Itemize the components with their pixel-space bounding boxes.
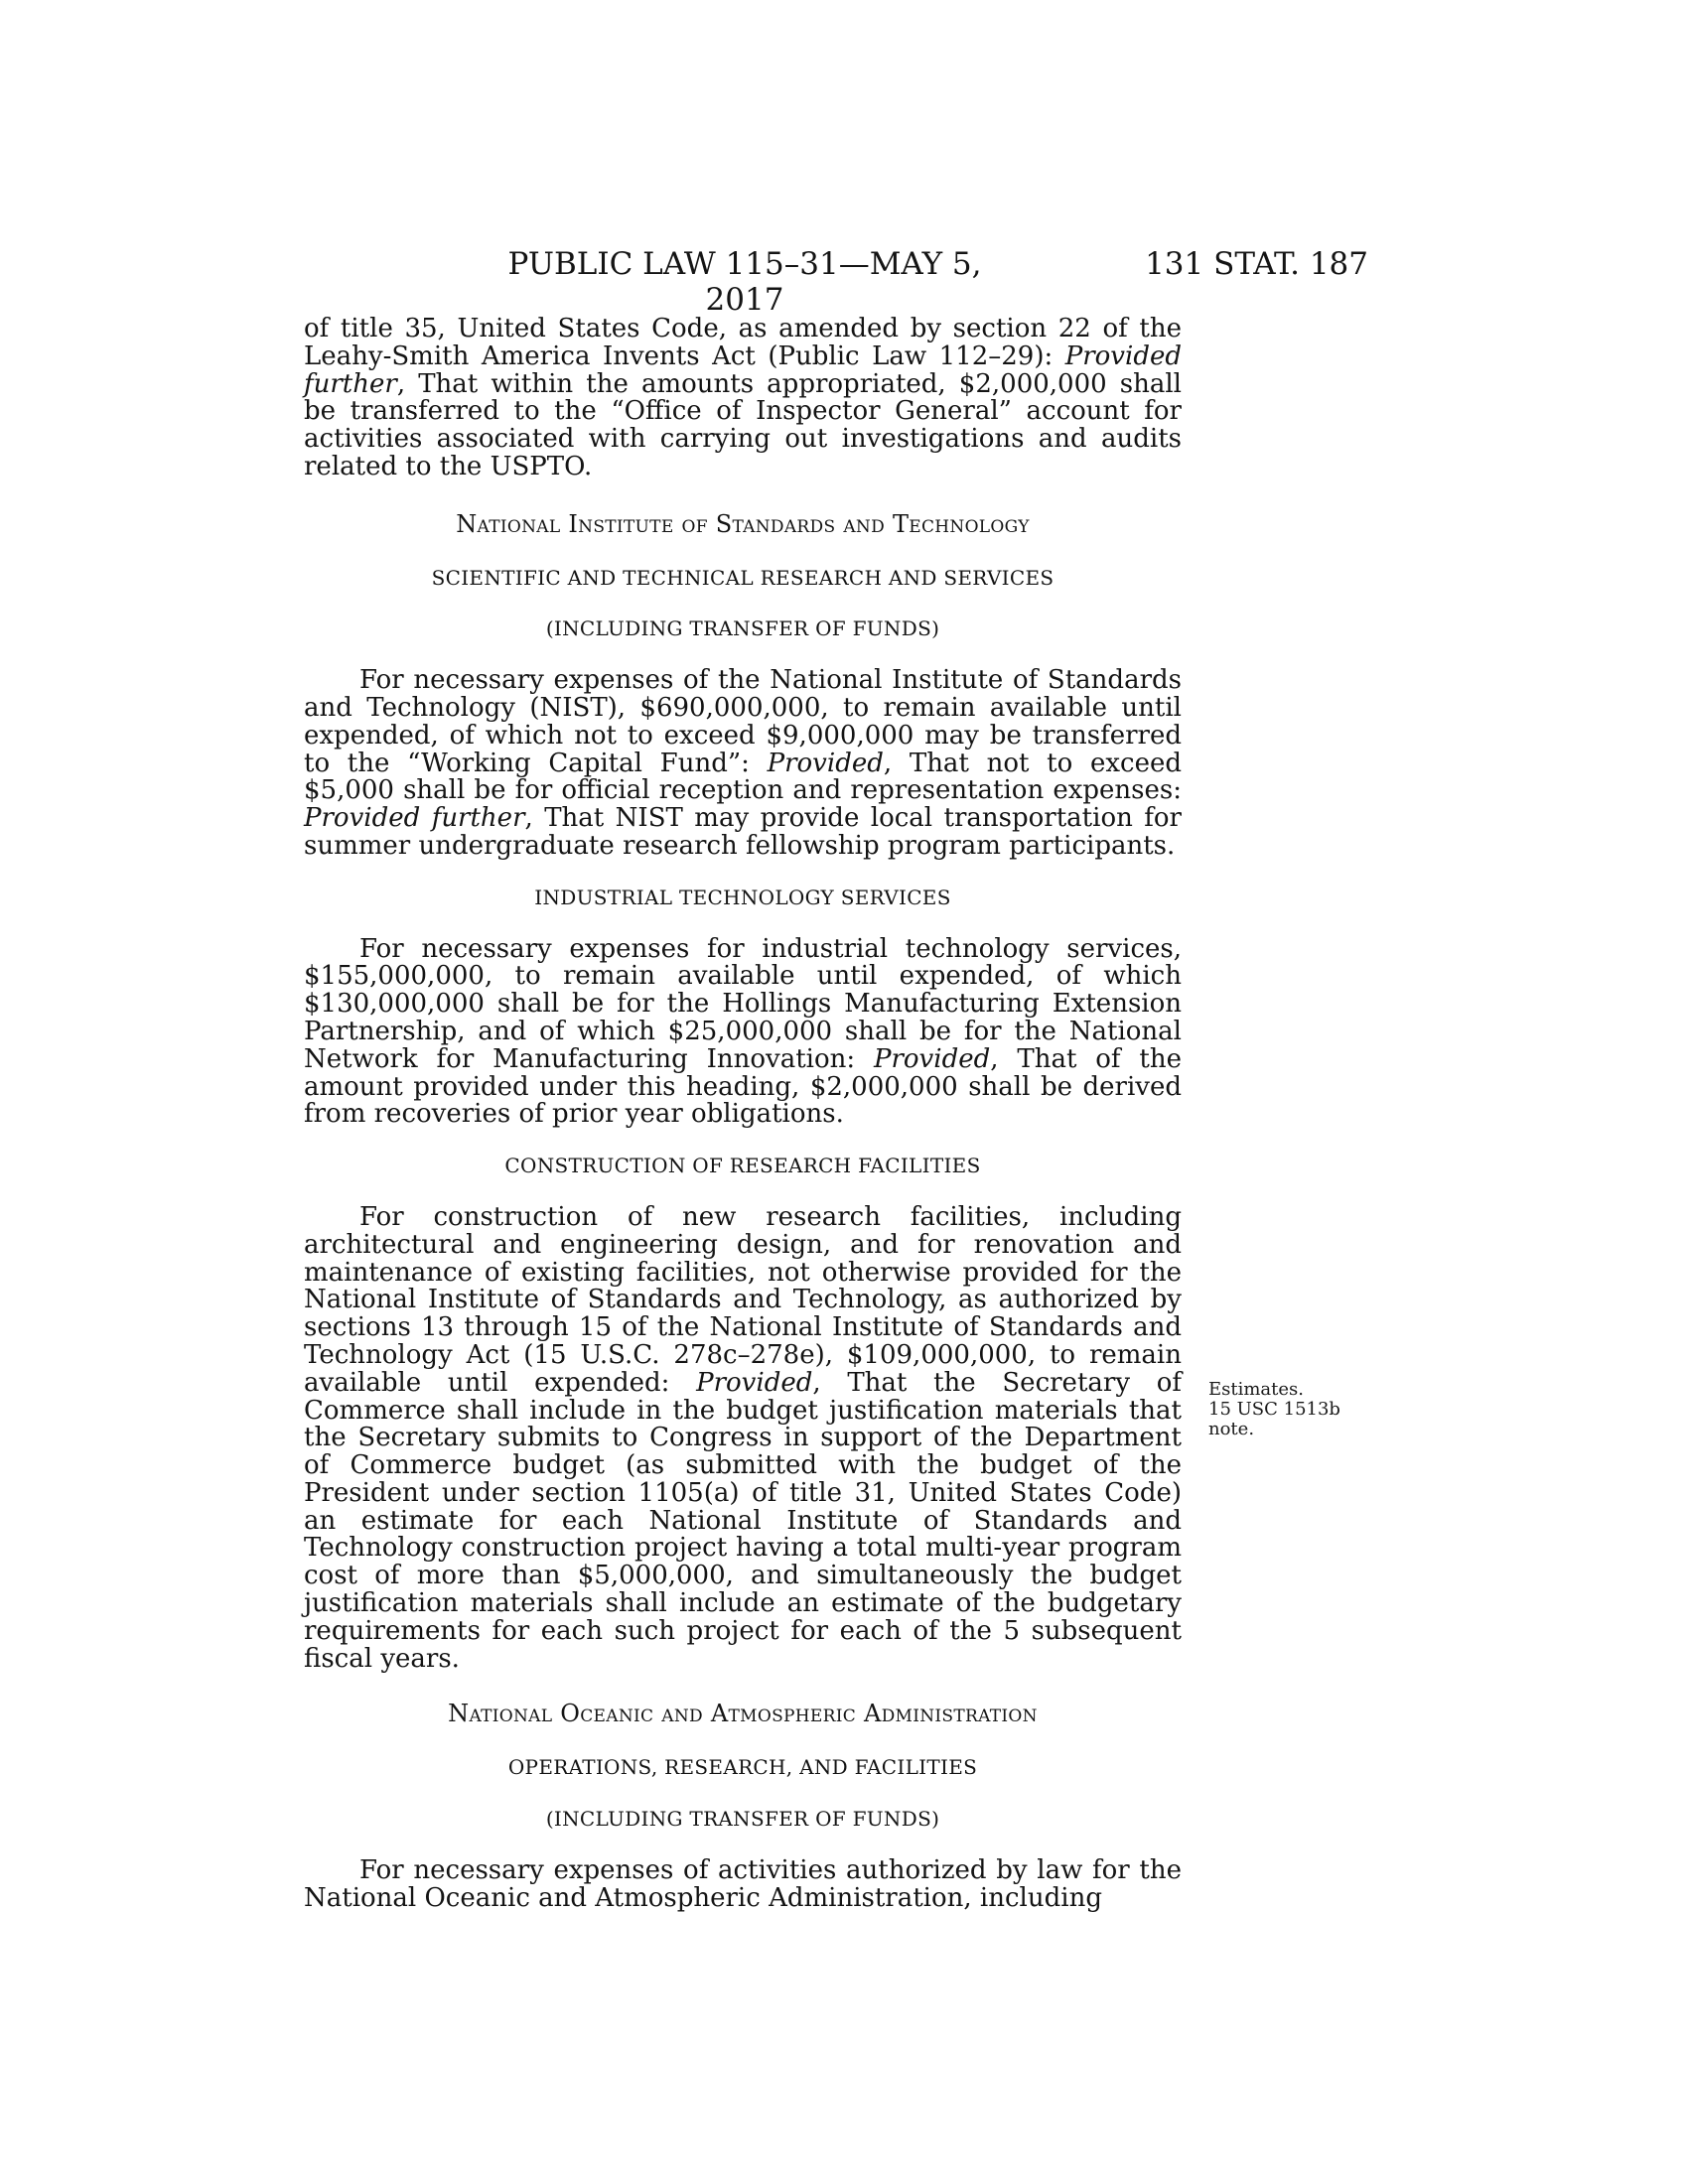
italic-proviso: Provided further: [304, 341, 1182, 399]
statute-page-number: 131 STAT. 187: [1145, 246, 1368, 282]
italic-proviso: Provided: [873, 1043, 991, 1074]
text-run: , That NIST may provide local transportation for summer undergraduate research fellowship program participants.: [304, 803, 1182, 861]
italic-proviso: Provided further: [304, 803, 525, 834]
paragraph-noaa-expenses: [304, 1854, 1182, 1913]
heading-scientific-technical-research: SCIENTIFIC AND TECHNICAL RESEARCH AND SERVICES: [431, 565, 1055, 590]
margin-note-line: note.: [1208, 1419, 1255, 1439]
heading-operations-research-facilities: OPERATIONS, RESEARCH, AND FACILITIES: [507, 1755, 978, 1780]
heading-including-transfer-2: (INCLUDING TRANSFER OF FUNDS): [545, 1807, 940, 1832]
italic-proviso: Provided: [767, 748, 884, 778]
heading-construction-research-facilities: CONSTRUCTION OF RESEARCH FACILITIES: [504, 1154, 981, 1178]
margin-note: [1208, 1380, 1377, 1439]
text-run: of title 35, United States Code, as amended by section 22 of the Leahy-Smith America Invents Act (Public Law 112–29):: [304, 314, 1182, 371]
heading-industrial-technology-services: INDUSTRIAL TECHNOLOGY SERVICES: [534, 885, 951, 909]
text-run: For necessary expenses for industrial technology services, $155,000,000, to remain available until expended, of which $130,000,000 shall be for the Hollings Manufacturing Extension Partnership, and of which $25,000,000 shall be for the National Network for Manufacturing Innovation:: [304, 933, 1182, 1074]
heading-including-transfer-1: (INCLUDING TRANSFER OF FUNDS): [545, 616, 940, 641]
paragraph-uspto-continuation: [304, 316, 1182, 481]
italic-proviso: Provided: [696, 1367, 813, 1398]
margin-note-line: Estimates.: [1208, 1379, 1305, 1400]
paragraph-construction: [304, 1201, 1182, 1674]
text-run: For necessary expenses of the National Institute of Standards and Technology (NIST), $690,000,000, to remain available until expended, of which not to exceed $9,000,000 may be transferred to the “Working Capital Fund”:: [304, 665, 1182, 778]
margin-note-line: 15 USC 1513b: [1208, 1399, 1340, 1420]
paragraph-nist-expenses: [304, 667, 1182, 861]
heading-noaa: National Oceanic and Atmospheric Administration: [448, 1700, 1038, 1728]
text-run: For necessary expenses of activities authorized by law for the National Oceanic and Atmospheric Administration, including: [304, 1854, 1182, 1913]
text-run: , That the Secretary of Commerce shall include in the budget justification materials that the Secretary submits to Congress in support of the Department of Commerce budget (as submitted with the budget of the President under section 1105(a) of title 31, United States Code) an estimate for each National Institute of Standards and Technology construction project having a total multi-year program cost of more than $5,000,000, and simultaneously the budget justification materials shall include an estimate of the budgetary requirements for each such project for each of the 5 subsequent fiscal years.: [304, 1367, 1182, 1674]
paragraph-industrial-technology: [304, 933, 1182, 1130]
text-run: For construction of new research facilities, including architectural and engineering design, and for renovation and maintenance of existing facilities, not otherwise provided for the National Institute of Standards and Technology, as authorized by sections 13 through 15 of the National Institute of Standards and Technology Act (15 U.S.C. 278c–278e), $109,000,000, to remain available until expended:: [304, 1201, 1182, 1398]
running-head: [0, 246, 1688, 318]
text-run: , That of the amount provided under this heading, $2,000,000 shall be derived from recoveries of prior year obligations.: [304, 1043, 1182, 1130]
heading-nist: National Institute of Standards and Technology: [456, 509, 1030, 538]
text-run: , That within the amounts appropriated, $2,000,000 shall be transferred to the “Office of Inspector General” account for activities associated with carrying out investigations and audits related to the USPTO.: [304, 368, 1182, 481]
document-body: [304, 316, 1182, 1912]
running-head-title: PUBLIC LAW 115–31—MAY 5, 2017: [507, 246, 982, 318]
text-run: , That not to exceed $5,000 shall be for official reception and representation expenses:: [304, 748, 1182, 806]
